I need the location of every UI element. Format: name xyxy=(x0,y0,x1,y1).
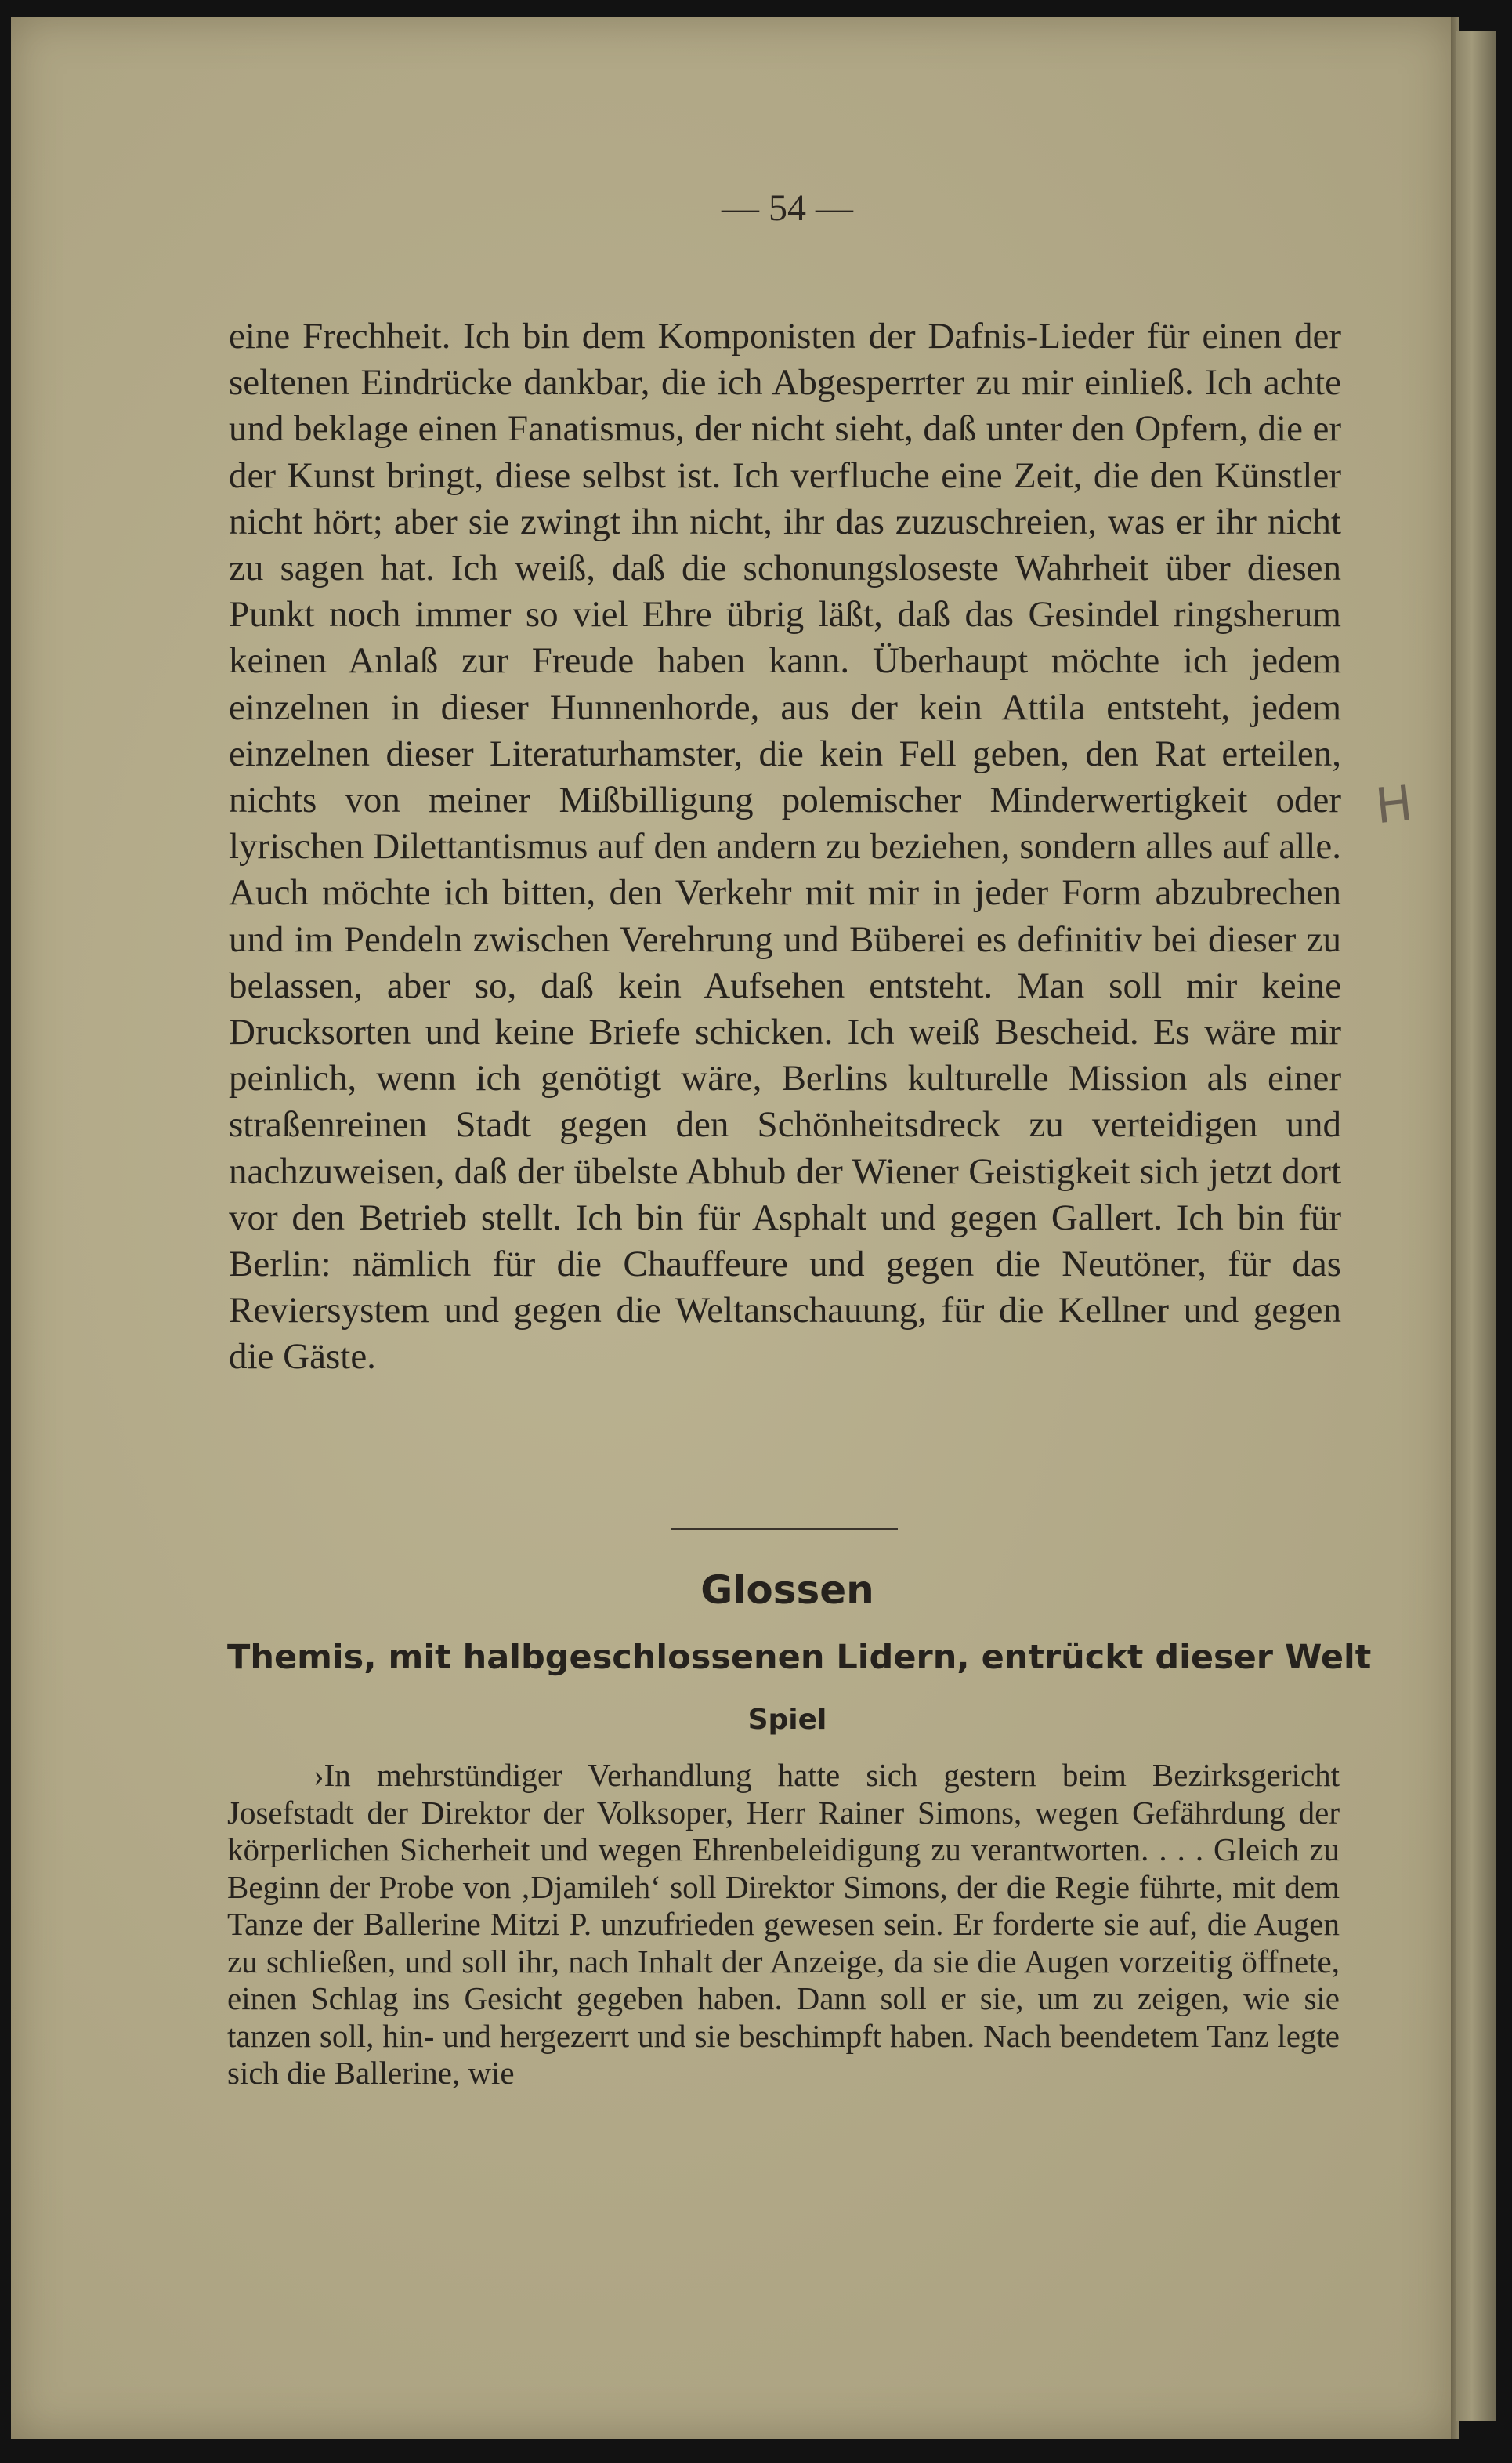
handwritten-margin-note: H xyxy=(1373,773,1416,835)
main-paragraph: eine Frechheit. Ich bin dem Komponisten der Dafnis-Lieder für einen der seltenen Eindrücke dankbar, die ich Abgesperrter zu mir einließ. Ich achte und beklage einen Fanatismus, der nicht sieht, daß unter den Opfern, die er der Kunst bringt, diese selbst ist. Ich verfluche eine Zeit, die den Künstler nicht hört; aber sie zwingt ihn nicht, ihr das zuzuschreien, was er ihr nicht zu sagen hat. Ich weiß, daß die schonungsloseste Wahrheit über diesen Punkt noch immer so viel Ehre übrig läßt, daß das Gesindel ringsherum keinen Anlaß zur Freude haben kann. Überhaupt möchte ich jedem einzelnen in dieser Hunnenhorde, aus der kein Attila entsteht, jedem einzelnen dieser Literaturhamster, die kein Fell geben, den Rat erteilen, nichts von meiner Mißbilligung polemischer Minderwertigkeit oder lyrischen Dilettantismus auf den andern zu beziehen, sondern alles auf alle. Auch möchte ich bitten, den Verkehr mit mir in jeder Form abzubrechen und im Pendeln zwischen Verehrung und Büberei es definitiv bei dieser zu belassen, aber so, daß kein Aufsehen entsteht. Man soll mir keine Drucksorten und keine Briefe schicken. Ich weiß Bescheid. Es wäre mir peinlich, wenn ich genötigt wäre, Berlins kulturelle Mission als einer straßenreinen Stadt gegen den Schönheitsdreck zu verteidigen und nachzuweisen, daß der übelste Abhub der Wiener Geistigkeit sich jetzt dort vor den Betrieb stellt. Ich bin für Asphalt und gegen Gallert. Ich bin für Berlin: nämlich für die Chauffeure und gegen die Neutöner, für das Reviersystem und gegen die Weltanschauung, für die Kellner und gegen die Gäste. xyxy=(229,316,1341,1378)
quote-block xyxy=(227,1757,1340,2092)
section-title: Glossen xyxy=(700,1567,874,1613)
quote-paragraph: ›In mehrstündiger Verhandlung hatte sich gestern beim Bezirksgericht Josefstadt der Direktor der Volksoper, Herr Rainer Simons, wegen Gefährdung der körperlichen Sicherheit und wegen Ehrenbeleidigung zu verantworten. . . . Gleich zu Beginn der Probe von ‚Djamileh‘ soll Direktor Simons, der die Regie führte, mit dem Tanze der Ballerine Mitzi P. unzufrieden gewesen sein. Er forderte sie auf, die Augen zu schließen, und soll ihr, nach Inhalt der Anzeige, da sie die Augen vorzeitig öffnete, einen Schlag ins Gesicht gegeben haben. Dann soll er sie, um zu zeigen, wie sie tanzen soll, hin- und hergezerrt und sie beschimpft haben. Nach beendetem Tanz legte sich die Ballerine, wie xyxy=(227,1757,1340,2091)
gloss-subtitle: Spiel xyxy=(747,1704,827,1736)
main-text-block xyxy=(229,313,1341,1381)
gloss-title: Themis, mit halbgeschlossenen Lidern, entrückt dieser Welt xyxy=(227,1638,1372,1677)
page-number: — 54 — xyxy=(722,187,853,229)
section-divider xyxy=(671,1528,898,1530)
book-spine xyxy=(1456,31,1496,2421)
